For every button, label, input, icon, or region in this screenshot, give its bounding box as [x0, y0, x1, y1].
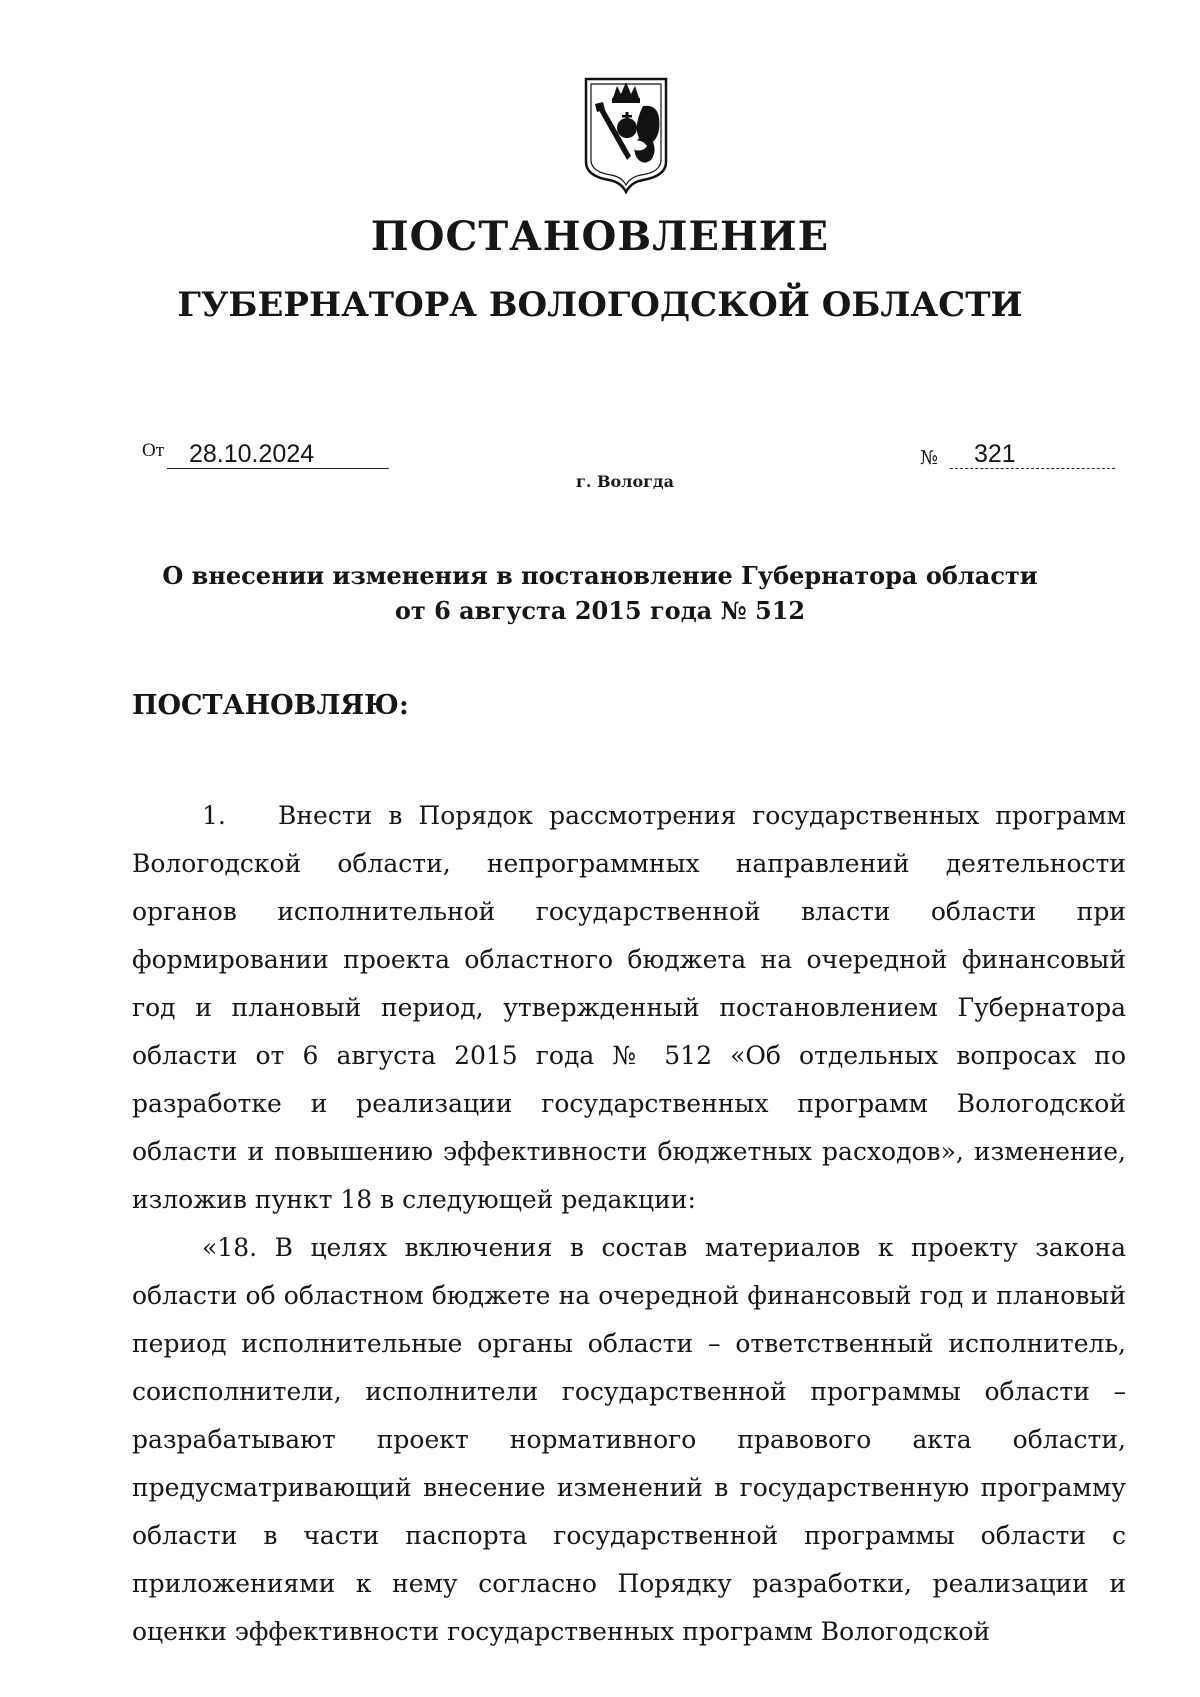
issuer-title: ГУБЕРНАТОРА ВОЛОГОДСКОЙ ОБЛАСТИ	[177, 285, 1023, 325]
date-label: От	[142, 440, 165, 461]
number-label: №	[920, 447, 938, 469]
document-type-title: ПОСТАНОВЛЕНИЕ	[370, 213, 830, 260]
item-number: 1.	[202, 801, 226, 830]
city-label: г. Вологда	[576, 472, 674, 491]
coat-of-arms-icon	[583, 76, 669, 194]
subject-line-1: О внесении изменения в постановление Губернатора области	[162, 561, 1038, 590]
subject-line-2: от 6 августа 2015 года № 512	[394, 596, 806, 625]
paragraph-quote: «18. В целях включения в состав материалов к проекту закона области об областном бюджете на очередной финансовый год и плановый период исполнительные органы области – ответственный исполнитель, соисполнители, исполнители государственной программы области – разрабатывают проект нормативного правового акта области, предусматривающий внесение изменений в государственную программу области в части паспорта государственной программы области с приложениями к нему согласно Порядку разработки, реализации и оценки эффективности государственных программ Вологодской	[132, 1233, 1126, 1646]
document-body	[132, 792, 1126, 1656]
decree-heading: ПОСТАНОВЛЯЮ:	[132, 690, 409, 721]
document-subject	[0, 558, 1200, 628]
document-date: 28.10.2024	[167, 440, 389, 469]
paragraph-item-1	[132, 792, 1126, 1224]
document-number: 321	[950, 440, 1115, 469]
item-text: Внести в Порядок рассмотрения государственных программ Вологодской области, непрограммных направлений деятельности органов исполнительной государственной власти области при формировании проекта областного бюджета на очередной финансовый год и плановый период, утвержденный постановлением Губернатора области от 6 августа 2015 года № 512 «Об отдельных вопросах по разработке и реализации государственных программ Вологодской области и повышению эффективности бюджетных расходов», изменение, изложив пункт 18 в следующей редакции:	[132, 801, 1126, 1214]
